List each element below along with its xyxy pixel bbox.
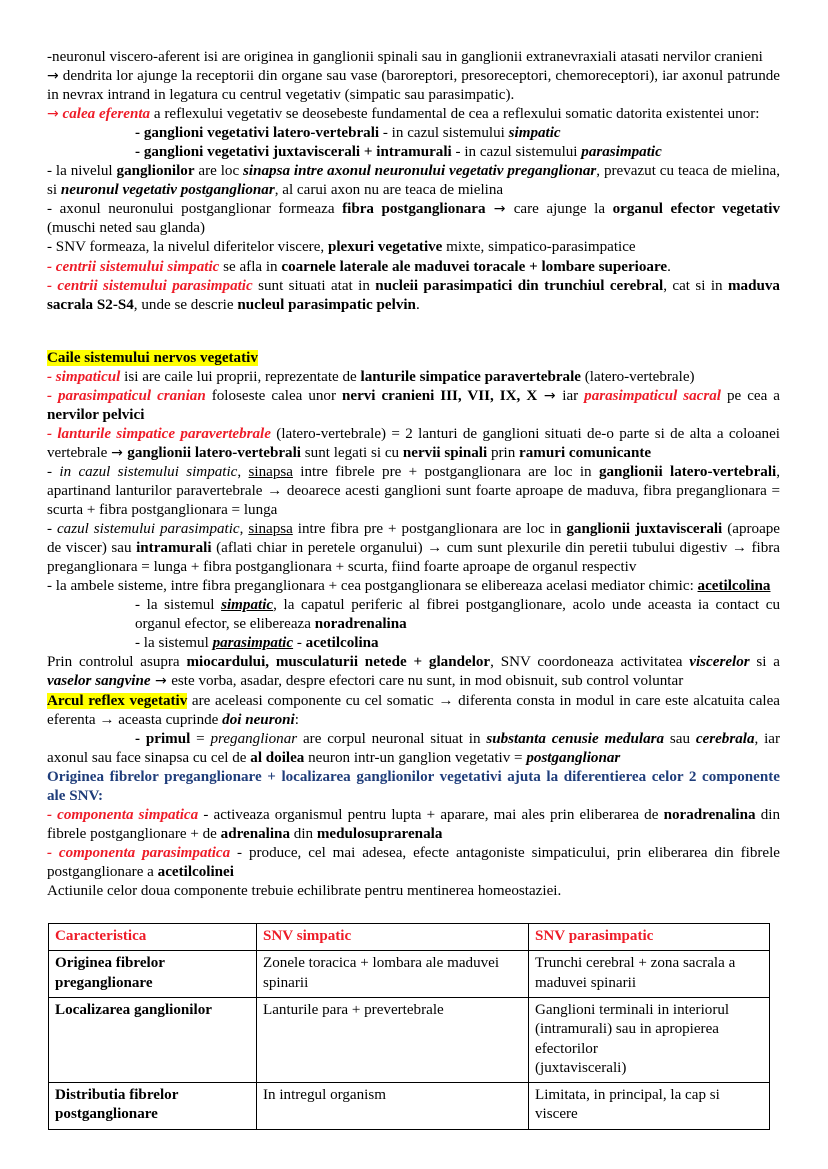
paragraph-componenta-simpatica [47, 806, 780, 844]
t: prin [487, 444, 520, 461]
snv-comparison-table [48, 923, 770, 1130]
term-nervi-pelvici: nervilor pelvici [47, 406, 145, 423]
table-header-snv-simpatic: SNV simpatic [257, 924, 529, 951]
term-ganglioni-latero-vertebrali: ganglionii latero-vertebrali [127, 444, 301, 461]
t: (aproape de viscer) sau [47, 521, 781, 557]
bullet-mid: - in cazul sistemului [451, 144, 582, 161]
paragraph-primul-neuron [47, 730, 780, 768]
term-fibra-postganglionara: fibra postganglionara [342, 201, 486, 218]
t: - la nivelul [47, 163, 117, 180]
t: : [294, 711, 299, 728]
t: are corpul neuronal situat in [297, 730, 487, 747]
term-al-doilea: al doilea [250, 749, 305, 766]
paragraph-arc-reflex-vegetativ [47, 692, 780, 730]
table-header-caracteristica: Caracteristica [49, 924, 257, 951]
term-noradrenalina: noradrenalina [663, 806, 756, 823]
table-cell-parasimpatic [529, 997, 770, 1082]
t: are loc [194, 163, 244, 180]
term-nuclei-trunchi: nucleii parasimpatici din trunchiul cerebral [375, 277, 664, 294]
cell-line: (intramurali) sau in apropierea [535, 1021, 719, 1038]
t: intre fibra pre + postganglionara are loc in [292, 521, 567, 538]
term-noradrenalina: noradrenalina [314, 616, 407, 633]
t: - la sistemul [135, 635, 213, 652]
t: - la sistemul [135, 597, 222, 614]
t: . [667, 258, 671, 275]
term-miocard-musculatura-glande: miocardului, musculaturii netede + glandelor [186, 654, 491, 671]
comparison-table-wrapper [47, 923, 780, 1130]
term-plexuri-vegetative: plexuri vegetative [327, 239, 443, 256]
cell-line: Zonele toracica + lombara ale maduvei [263, 955, 500, 972]
cell-line: postganglionare [55, 1106, 158, 1123]
line-1-text: -neuronul viscero-aferent isi are originea in ganglionii spinali sau in ganglionii extranevraxiali atasati nervilor cranieni [47, 49, 763, 65]
text-line [47, 105, 780, 124]
t: - la ambele sisteme, intre fibra preganglionara + cea postganglionara se elibereaza acelasi mediator chimic: [47, 578, 698, 595]
term-postganglionar: postganglionar [526, 749, 621, 766]
term-nucleu-pelvin: nucleul parasimpatic pelvin [237, 296, 416, 313]
t: . [415, 296, 420, 313]
t: Prin controlul asupra [47, 654, 187, 671]
term-vase-sangvine: vaselor sangvine [47, 673, 151, 690]
term-centrii-simpatic: - centrii sistemului simpatic [47, 258, 220, 275]
term-nervii-spinali: nervii spinali [402, 444, 488, 461]
t: , iar axonul sau face sinapsa cu cel de [47, 730, 781, 766]
paragraph-originea-fibrelor-blue [47, 768, 780, 806]
t: , cat si in [663, 277, 728, 294]
cell-line: Localizarea ganglionilor [55, 1001, 212, 1018]
term-parasimpatic-sacral: parasimpaticul sacral [584, 387, 721, 404]
t: - activeaza organismul pentru lupta + aparare, mai ales prin eliberarea de [198, 806, 664, 823]
table-cell-label [49, 997, 257, 1082]
term-simpatic: simpatic [221, 597, 274, 614]
term-acetilcolina: acetilcolina [697, 578, 771, 595]
cell-line: Distributia fibrelor [55, 1087, 179, 1104]
t: sunt situati atat in [252, 277, 376, 294]
bullet-italic-term: parasimpatic [581, 144, 662, 161]
term-maduva-sacrala: maduva sacrala S2-S4 [47, 277, 780, 313]
term-acetilcolina: acetilcolina [305, 635, 379, 652]
t: Actiunile celor doua componente trebuie echilibrate pentru mentinerea homeostaziei. [47, 882, 562, 899]
arrow-icon: → [485, 201, 514, 218]
term-organ-efector: organul efector vegetativ [612, 201, 781, 218]
t: pe cea a [720, 387, 780, 404]
t: care ajunge la [513, 201, 613, 218]
t: - SNV formeaza, la nivelul diferitelor viscere, [47, 239, 328, 256]
term-ganglionii-juxtaviscerali: ganglionii juxtaviscerali [566, 521, 723, 538]
term-ganglionii-latero-vertebrali: ganglionii latero-vertebrali [598, 463, 777, 480]
t: se afla in [219, 258, 282, 275]
heading-text: Caile sistemului nervos vegetativ [47, 349, 258, 366]
arrow-icon: → [47, 68, 59, 85]
bullet-dash: - [135, 730, 146, 747]
t: sau [664, 730, 696, 747]
cell-line: Limitata, in principal, la cap si [535, 1087, 720, 1104]
term-nervi-cranieni: nervi cranieni III, VII, IX, X [341, 387, 538, 404]
term-adrenalina: adrenalina [220, 825, 290, 842]
table-header-snv-parasimpatic: SNV parasimpatic [529, 924, 770, 951]
paragraph-homeostazie [47, 882, 780, 901]
term-calea-eferenta: calea eferenta [62, 106, 151, 123]
t: din [290, 825, 317, 842]
paragraph-mediator-chimic [47, 577, 780, 596]
cell-line: preganglionare [55, 974, 153, 991]
term-doi-neuroni: doi neuroni [222, 711, 295, 728]
paragraph-centrii-parasimpatic [47, 277, 780, 315]
bullet-ganglioni-juxtaviscerali [47, 143, 780, 162]
t: = [190, 730, 211, 747]
t: , unde se descrie [133, 296, 238, 313]
t: - axonul neuronului postganglionar formeaza [47, 201, 343, 218]
bullet-dash: - [135, 125, 144, 142]
term-centrii-parasimpatic: - centrii sistemului parasimpatic [47, 277, 253, 294]
term-preganglionar: preganglionar [210, 730, 298, 747]
section-heading-caile-snv [47, 349, 780, 368]
t: este vorba, asadar, despre efectori care nu sunt, in mod obisnuit, sub control voluntar [171, 673, 684, 690]
bullet-ganglioni-latero-vertebrali [47, 124, 780, 143]
table-cell-simpatic [257, 1083, 529, 1130]
table-row [49, 997, 770, 1082]
cell-line: Trunchi cerebral + zona sacrala a [535, 955, 736, 972]
subbullet-simpatic-noradrenalina [47, 596, 780, 634]
paragraph-simpaticul [47, 368, 780, 387]
term-ganglionilor: ganglionilor [116, 163, 195, 180]
term-arcul-reflex-vegetativ: Arcul reflex vegetativ [47, 692, 188, 709]
t: (latero-vertebrale) [581, 368, 695, 385]
term-acetilcolinei: acetilcolinei [157, 863, 234, 880]
subbullet-parasimpatic-acetilcolina [47, 634, 780, 653]
cell-line: spinarii [263, 974, 309, 991]
cell-line: efectorilor [535, 1040, 598, 1057]
cell-line: Lanturile para + prevertebrale [263, 1001, 444, 1018]
table-cell-simpatic [257, 951, 529, 998]
cell-line: Originea fibrelor [55, 955, 165, 972]
term-viscerelor: viscerelor [689, 654, 750, 671]
t: are aceleasi componente cu cel somatic → diferenta consta in modul in care este alcatuita calea eferenta → aceasta cuprinde [47, 692, 780, 728]
document-body [47, 48, 780, 1130]
paragraph-sinapsa-ganglioni [47, 162, 780, 200]
t: foloseste calea unor [205, 387, 342, 404]
paragraph-neuron-viscero-aferent [47, 48, 780, 124]
term-sinapsa: sinapsa [248, 521, 293, 538]
term-in-cazul-simpatic: - in cazul sistemului simpatic [47, 463, 238, 480]
t: si a [749, 654, 780, 671]
paragraph-sinapsa-parasimpatic [47, 520, 780, 577]
t: - [293, 635, 306, 652]
t: isi are caile lui proprii, reprezentate de [120, 368, 361, 385]
cell-line: Ganglioni terminali in interiorul [535, 1001, 730, 1018]
t: din fibrele postganglionare + de [47, 806, 781, 842]
bullet-mid: - in cazul sistemului [379, 125, 509, 142]
arrow-icon: → [47, 106, 59, 123]
table-cell-parasimpatic [529, 1083, 770, 1130]
t: sunt legati si cu [301, 444, 403, 461]
table-cell-label [49, 1083, 257, 1130]
term-intramurali: intramurali [136, 540, 212, 557]
arrow-icon: → [150, 673, 172, 690]
bullet-bold-term: ganglioni vegetativi juxtaviscerali + intramurali [143, 144, 452, 161]
term-cerebrala: cerebrala [695, 730, 755, 747]
t: intre fibrele pre + postganglionara are loc in [292, 463, 599, 480]
t: - produce, cel mai adesea, efecte antagoniste simpaticului, prin eliberarea din fibrele postganglionare a [47, 844, 780, 880]
t: mixte, simpatico-parasimpatice [442, 239, 636, 256]
section-spacer [47, 315, 780, 349]
text-line [47, 48, 780, 67]
table-row [49, 951, 770, 998]
paragraph-lanturi-paravertebrale [47, 425, 780, 463]
line-3-text: a reflexului vegetativ se deosebeste fundamental de cea a reflexului somatic datorita existentei unor: [150, 106, 760, 123]
cell-line: maduvei spinarii [535, 974, 637, 991]
term-lanturi-paravertebrale: lanturile simpatice paravertebrale [360, 368, 581, 385]
t: (latero-vertebrale) = 2 lanturi de ganglioni situati de-o parte si de alta a coloanei vertebrale [47, 425, 780, 461]
t: neuron intr-un ganglion vegetativ = [304, 749, 527, 766]
paragraph-control-visceral [47, 653, 780, 691]
table-cell-parasimpatic [529, 951, 770, 998]
t: , al carui axon nu are teaca de mielina [274, 182, 504, 199]
t: , [237, 463, 249, 480]
term-coarnele-laterale: coarnele laterale ale maduvei toracale + lombare superioare [281, 258, 668, 275]
term-componenta-parasimpatica: - componenta parasimpatica [47, 844, 231, 861]
cell-line: In intregul organism [263, 1087, 386, 1104]
paragraph-centrii-simpatic [47, 258, 780, 277]
text-line [47, 67, 780, 105]
t: , SNV coordoneaza activitatea [490, 654, 690, 671]
paragraph-sinapsa-simpatic [47, 463, 780, 520]
term-substanta-cenusie: substanta cenusie medulara [486, 730, 665, 747]
arrow-icon: → [111, 444, 128, 461]
cell-line: viscere [535, 1106, 578, 1123]
t: (muschi neted sau glanda) [47, 220, 206, 237]
term-sinapsa: sinapsa [248, 463, 293, 480]
paragraph-fibra-postganglionara [47, 200, 780, 238]
term-neuron-postganglionar: neuronul vegetativ postganglionar [60, 182, 275, 199]
term-sinapsa-preganglionar: sinapsa intre axonul neuronului vegetativ preganglionar [243, 163, 597, 180]
bullet-bold-term: ganglioni vegetativi latero-vertebrali [143, 125, 380, 142]
bullet-dash: - [135, 144, 144, 161]
t: , [239, 521, 249, 538]
paragraph-componenta-parasimpatica [47, 844, 780, 882]
term-primul: primul [145, 730, 191, 747]
t: iar [562, 387, 585, 404]
paragraph-plexuri-vegetative [47, 238, 780, 257]
bullet-italic-term: simpatic [508, 125, 561, 142]
table-cell-simpatic [257, 997, 529, 1082]
term-simpaticul: - simpaticul [47, 368, 121, 385]
term-parasimpatic-cranian: - parasimpaticul cranian [47, 387, 206, 404]
t: (aflati chiar in peretele organului) → cum sunt plexurile din peretii tubului digestiv → fibra preganglionara = lunga + fibra postganglionara + scurta, fiind foarte aproape de organul respectiv [47, 540, 780, 576]
table-cell-label [49, 951, 257, 998]
term-medulosuprarenala: medulosuprarenala [316, 825, 443, 842]
t: , prevazut cu teaca de mielina, si [47, 163, 780, 199]
table-row [49, 1083, 770, 1130]
table-header-row [49, 924, 770, 951]
term-componenta-simpatica: - componenta simpatica [47, 806, 199, 823]
arrow-icon: → [537, 387, 563, 404]
blue-highlight-text: Originea fibrelor preganglionare + localizarea ganglionilor vegetativi ajuta la diferentierea celor 2 componente ale SNV: [47, 768, 780, 804]
paragraph-parasimpatic-cranian [47, 387, 780, 425]
line-2-text: dendrita lor ajunge la receptorii din organe sau vase (baroreptori, presoreceptori, chemoreceptori), iar axonul patrunde in nevrax intrand in legatura cu centrul vegetativ (simpatic sau parasimpatic). [47, 68, 780, 104]
term-parasimpatic: parasimpatic [212, 635, 294, 652]
term-ramuri-comunicante: ramuri comunicante [519, 444, 652, 461]
term-cazul-parasimpatic: - cazul sistemului parasimpatic [47, 521, 240, 538]
t: , la capatul periferic al fibrei postganglionare, acolo unde aceasta ia contact cu organul efector, se elibereaza [135, 597, 780, 633]
term-lanturi-simpatice: - lanturile simpatice paravertebrale [47, 425, 271, 442]
cell-line: (juxtaviscerali) [535, 1059, 627, 1076]
t: , apartinand lanturilor paravertebrale → deoarece acesti ganglioni sunt foarte aproape de maduva, fibra preganglionara = scurta + fibra postganglionara = lunga [47, 463, 780, 519]
